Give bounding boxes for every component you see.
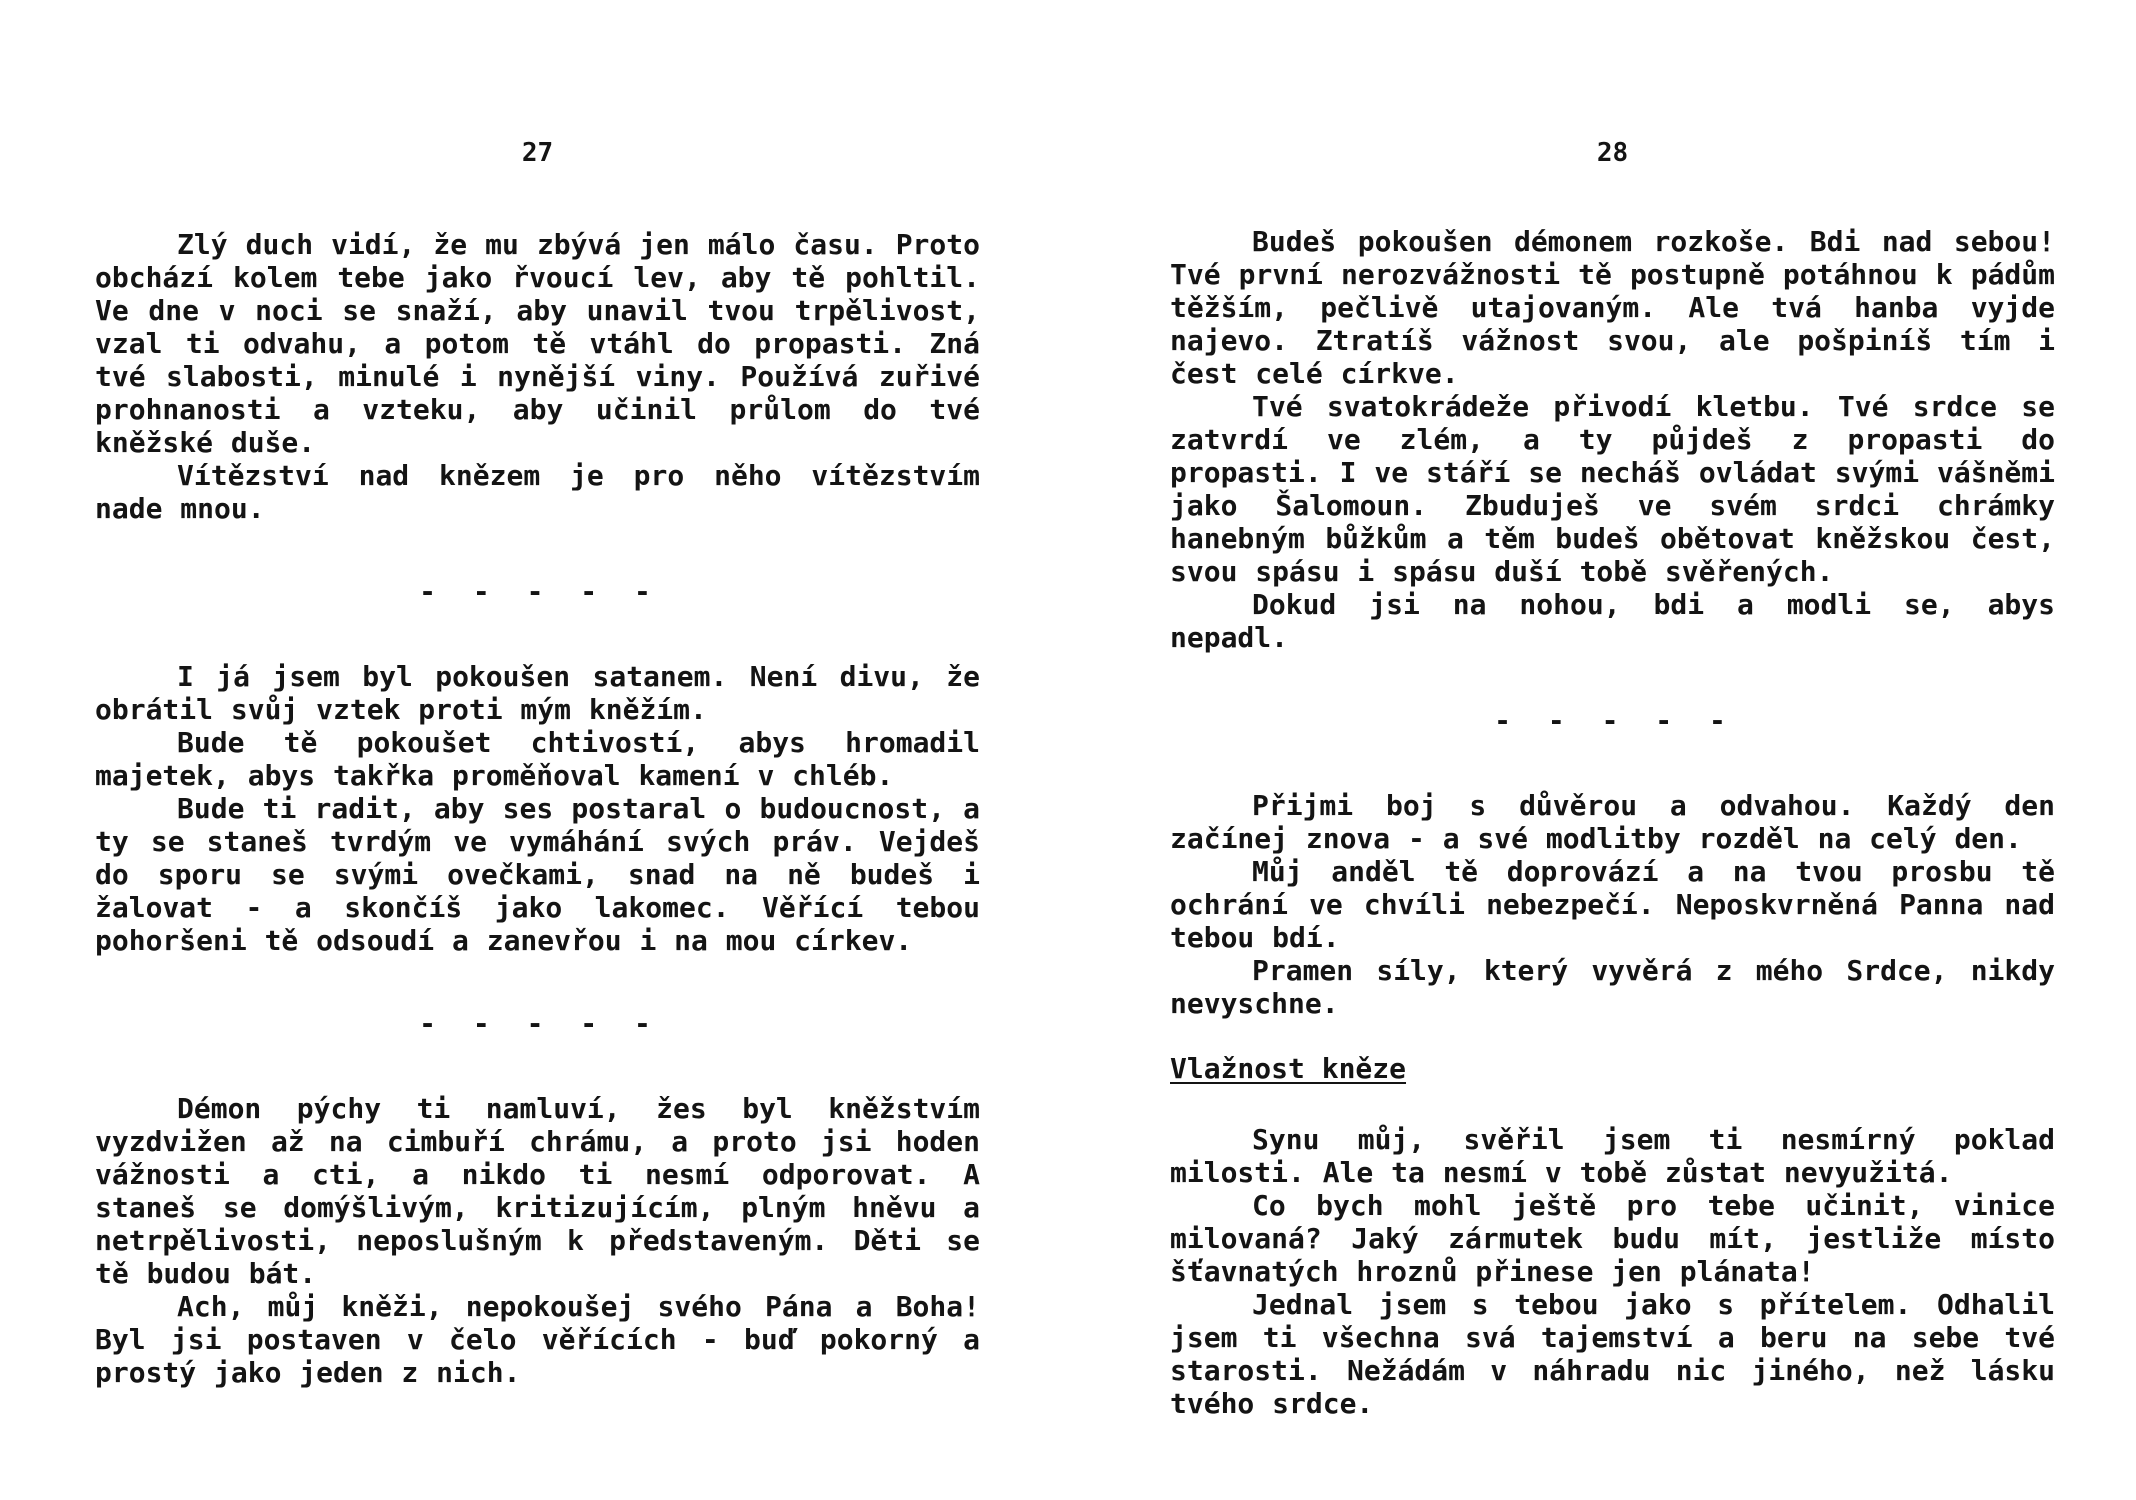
paragraph: Můj anděl tě doprovází a na tvou prosbu tě ochrání ve chvíli nebezpečí. Neposkvrněná Panna nad tebou bdí. xyxy=(1170,855,2055,954)
right-page-content xyxy=(1170,225,2055,1420)
paragraph: Zlý duch vidí, že mu zbývá jen málo času. Proto obchází kolem tebe jako řvoucí lev, aby tě pohltil. Ve dne v noci se snaží, aby unavil tvou trpělivost, vzal ti odvahu, a potom tě vtáhl do propasti. Zná tvé slabosti, minulé i nynější viny. Používá zuřivé prohnanosti a vzteku, aby učinil průlom do tvé kněžské duše. xyxy=(95,228,980,459)
right-page xyxy=(1170,0,2055,1500)
page-number-left: 27 xyxy=(521,138,554,168)
paragraph: Bude ti radit, aby ses postaral o budoucnost, a ty se staneš tvrdým ve vymáhání svých práv. Vejdeš do sporu se svými ovečkami, snad na ně budeš i žalovat - a skončíš jako lakomec. Věřící tebou pohoršeni tě odsoudí a zanevřou i na mou církev. xyxy=(95,792,980,957)
paragraph: Vítězství nad knězem je pro něho vítězstvím nade mnou. xyxy=(95,459,980,525)
section-heading: Vlažnost kněze xyxy=(1170,1052,1407,1085)
paragraph: Pramen síly, který vyvěrá z mého Srdce, nikdy nevyschne. xyxy=(1170,954,2055,1020)
paragraph: Přijmi boj s důvěrou a odvahou. Každý den začínej znova - a své modlitby rozděl na celý den. xyxy=(1170,789,2055,855)
paragraph: Ach, můj kněži, nepokoušej svého Pána a Boha! Byl jsi postaven v čelo věřících - buď pokorný a prostý jako jeden z nich. xyxy=(95,1290,980,1389)
page-number-right: 28 xyxy=(1596,138,1629,168)
left-page xyxy=(95,0,980,1500)
paragraph: Synu můj, svěřil jsem ti nesmírný poklad milosti. Ale ta nesmí v tobě zůstat nevyužitá. xyxy=(1170,1123,2055,1189)
paragraph: Tvé svatokrádeže přivodí kletbu. Tvé srdce se zatvrdí ve zlém, a ty půjdeš z propasti do propasti. I ve stáří se necháš ovládat svými vášněmi jako Šalomoun. Zbuduješ ve svém srdci chrámky hanebným bůžkům a těm budeš obětovat kněžskou čest, svou spásu i spásu duší tobě svěřených. xyxy=(1170,390,2055,588)
paragraph: Co bych mohl ještě pro tebe učinit, vinice milovaná? Jaký zármutek budu mít, jestliže místo šťavnatých hroznů přinese jen plánata! xyxy=(1170,1189,2055,1288)
paragraph: Dokud jsi na nohou, bdi a modli se, abys nepadl. xyxy=(1170,588,2055,654)
paragraph: Bude tě pokoušet chtivostí, abys hromadil majetek, abys takřka proměňoval kamení v chléb. xyxy=(95,726,980,792)
section-separator: - - - - - xyxy=(419,575,661,608)
paragraph: I já jsem byl pokoušen satanem. Není divu, že obrátil svůj vztek proti mým kněžím. xyxy=(95,660,980,726)
paragraph: Démon pýchy ti namluví, žes byl kněžstvím vyzdvižen až na cimbuří chrámu, a proto jsi hoden vážnosti a cti, a nikdo ti nesmí odporovat. A staneš se domýšlivým, kritizujícím, plným hněvu a netrpělivosti, neposlušným k představeným. Děti se tě budou bát. xyxy=(95,1092,980,1290)
section-separator: - - - - - xyxy=(419,1007,661,1040)
section-separator: - - - - - xyxy=(1494,704,1736,737)
left-page-content xyxy=(95,228,980,1389)
paragraph: Jednal jsem s tebou jako s přítelem. Odhalil jsem ti všechna svá tajemství a beru na sebe tvé starosti. Nežádám v náhradu nic jiného, než lásku tvého srdce. xyxy=(1170,1288,2055,1420)
paragraph: Budeš pokoušen démonem rozkoše. Bdi nad sebou! Tvé první nerozvážnosti tě postupně potáhnou k pádům těžším, pečlivě utajovaným. Ale tvá hanba vyjde najevo. Ztratíš vážnost svou, ale pošpiníš tím i čest celé církve. xyxy=(1170,225,2055,390)
